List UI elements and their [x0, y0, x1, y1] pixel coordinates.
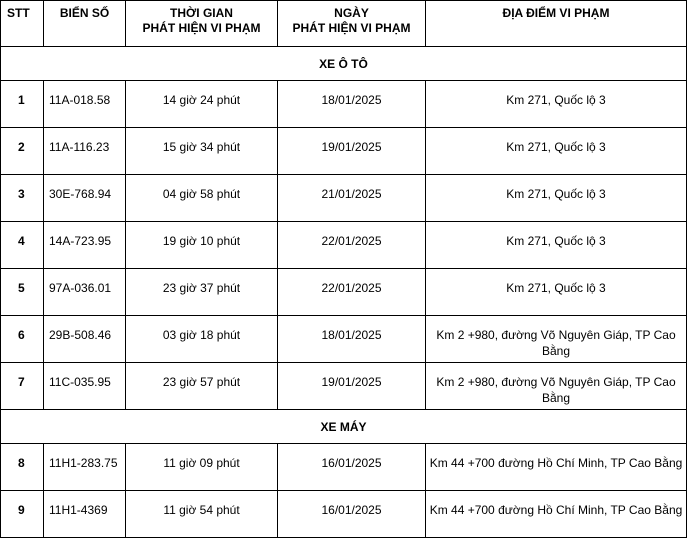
cell-time: 04 giờ 58 phút [126, 175, 278, 222]
header-stt: STT [1, 1, 44, 47]
header-time [126, 1, 278, 47]
cell-plate: 11A-116.23 [44, 128, 126, 175]
table-row [1, 269, 687, 316]
cell-location: Km 271, Quốc lộ 3 [426, 269, 687, 316]
cell-plate: 11H1-4369 [44, 491, 126, 538]
table-row [1, 444, 687, 491]
cell-plate: 14A-723.95 [44, 222, 126, 269]
table-row [1, 81, 687, 128]
cell-stt: 9 [1, 491, 44, 538]
header-date-line2: PHÁT HIỆN VI PHẠM [292, 21, 411, 35]
header-plate: BIỂN SỐ [44, 1, 126, 47]
section-row-cars [1, 47, 687, 81]
cell-time: 14 giờ 24 phút [126, 81, 278, 128]
header-time-line1: THỜI GIAN [170, 6, 233, 20]
cell-time: 11 giờ 09 phút [126, 444, 278, 491]
header-time-line2: PHÁT HIỆN VI PHẠM [142, 21, 261, 35]
table-row [1, 222, 687, 269]
section-row-motorbikes [1, 410, 687, 444]
cell-time: 11 giờ 54 phút [126, 491, 278, 538]
cell-location: Km 271, Quốc lộ 3 [426, 128, 687, 175]
header-row [1, 1, 687, 47]
cell-time: 03 giờ 18 phút [126, 316, 278, 363]
cell-plate: 11A-018.58 [44, 81, 126, 128]
cell-location: Km 271, Quốc lộ 3 [426, 222, 687, 269]
cell-location: Km 2 +980, đường Võ Nguyên Giáp, TP Cao Bằng [426, 316, 687, 363]
cell-stt: 7 [1, 363, 44, 410]
cell-location: Km 271, Quốc lộ 3 [426, 81, 687, 128]
cell-date: 22/01/2025 [278, 222, 426, 269]
cell-time: 23 giờ 37 phút [126, 269, 278, 316]
cell-plate: 97A-036.01 [44, 269, 126, 316]
cell-plate: 29B-508.46 [44, 316, 126, 363]
cell-stt: 6 [1, 316, 44, 363]
cell-stt: 8 [1, 444, 44, 491]
table-row [1, 316, 687, 363]
table-row [1, 128, 687, 175]
table-row [1, 175, 687, 222]
cell-date: 16/01/2025 [278, 444, 426, 491]
header-location: ĐỊA ĐIỂM VI PHẠM [426, 1, 687, 47]
section-title: XE Ô TÔ [1, 47, 687, 81]
cell-date: 19/01/2025 [278, 363, 426, 410]
cell-time: 15 giờ 34 phút [126, 128, 278, 175]
cell-time: 23 giờ 57 phút [126, 363, 278, 410]
cell-stt: 4 [1, 222, 44, 269]
cell-date: 18/01/2025 [278, 316, 426, 363]
cell-plate: 11H1-283.75 [44, 444, 126, 491]
cell-stt: 3 [1, 175, 44, 222]
cell-stt: 2 [1, 128, 44, 175]
cell-date: 16/01/2025 [278, 491, 426, 538]
cell-location: Km 2 +980, đường Võ Nguyên Giáp, TP Cao Bằng [426, 363, 687, 410]
cell-plate: 11C-035.95 [44, 363, 126, 410]
cell-date: 22/01/2025 [278, 269, 426, 316]
table-row [1, 491, 687, 538]
cell-location: Km 44 +700 đường Hồ Chí Minh, TP Cao Bằng [426, 444, 687, 491]
cell-location: Km 271, Quốc lộ 3 [426, 175, 687, 222]
header-date [278, 1, 426, 47]
header-date-line1: NGÀY [334, 6, 369, 20]
cell-stt: 5 [1, 269, 44, 316]
cell-date: 18/01/2025 [278, 81, 426, 128]
table-row [1, 363, 687, 410]
section-title: XE MÁY [1, 410, 687, 444]
cell-stt: 1 [1, 81, 44, 128]
cell-location: Km 44 +700 đường Hồ Chí Minh, TP Cao Bằng [426, 491, 687, 538]
cell-time: 19 giờ 10 phút [126, 222, 278, 269]
cell-plate: 30E-768.94 [44, 175, 126, 222]
cell-date: 19/01/2025 [278, 128, 426, 175]
cell-date: 21/01/2025 [278, 175, 426, 222]
